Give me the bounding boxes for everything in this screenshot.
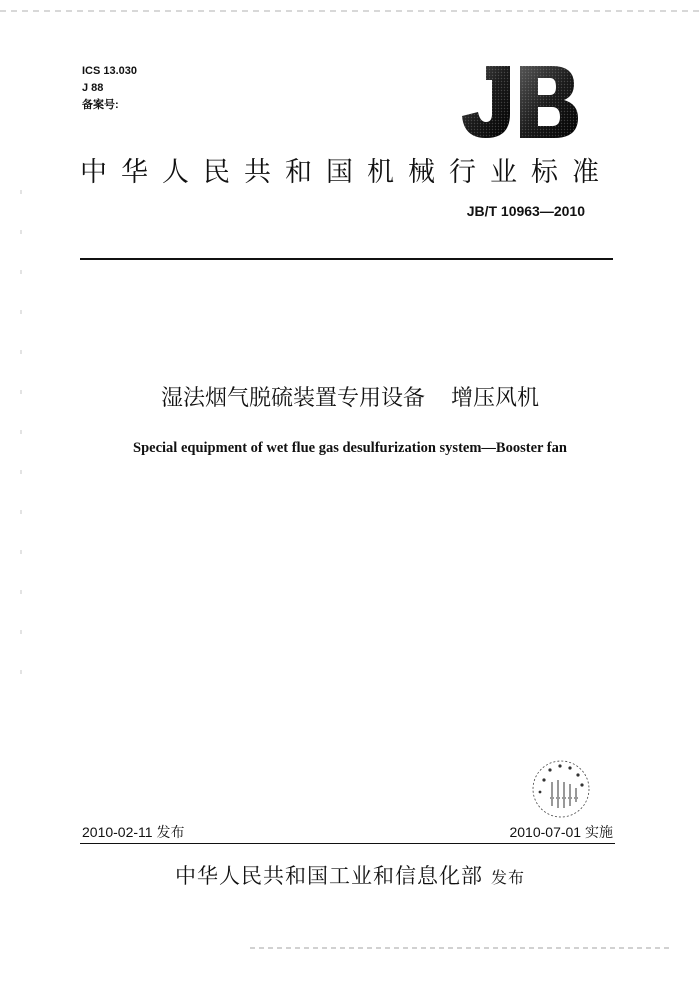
english-title: Special equipment of wet flue gas desulfurization system—Booster fan xyxy=(133,440,567,456)
scan-artifact-top xyxy=(0,10,700,12)
jb-logo xyxy=(458,62,580,142)
classification-block xyxy=(82,63,137,114)
standard-number: JB/T 10963—2010 xyxy=(466,203,585,219)
header-divider xyxy=(80,258,613,260)
issue-date: 2010-02-11 发布 xyxy=(82,824,185,840)
filing-number-label: 备案号: xyxy=(82,99,119,111)
implementation-date: 2010-07-01 实施 xyxy=(509,824,613,840)
publisher-name: 中华人民共和国工业和信息化部 xyxy=(174,864,483,888)
scan-artifact-bottom xyxy=(250,947,670,949)
official-stamp xyxy=(530,758,592,820)
ics-code: ICS 13.030 xyxy=(82,65,138,77)
standard-category-title: 中华人民共和国机械行业标准 xyxy=(80,157,613,188)
publisher-action: 发布 xyxy=(490,868,525,887)
chinese-title xyxy=(0,381,700,412)
footer-divider xyxy=(80,843,615,844)
ccs-code: J 88 xyxy=(82,82,104,94)
chinese-title-main: 湿法烟气脱硫装置专用设备 xyxy=(160,386,425,411)
chinese-title-sub: 增压风机 xyxy=(451,386,540,411)
publisher-line xyxy=(0,860,700,890)
